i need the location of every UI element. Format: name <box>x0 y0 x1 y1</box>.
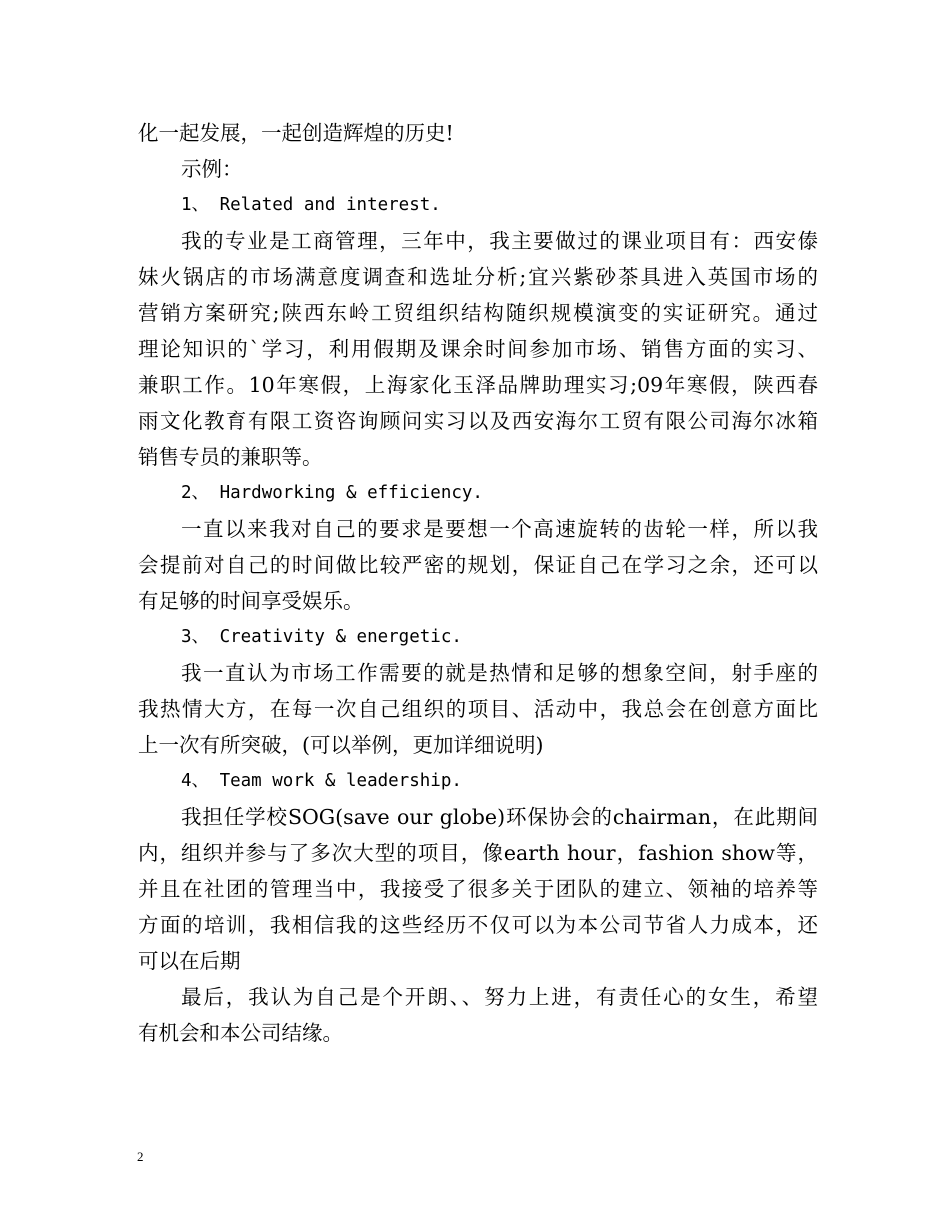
body-line: 妹火锅店的市场满意度调查和选址分析;宜兴紫砂茶具进入英国市场的 <box>138 265 818 289</box>
body-line: 我热情大方，在每一次自己组织的项目、活动中，我总会在创意方面比 <box>138 697 818 721</box>
page-number: 2 <box>137 1149 144 1164</box>
body-line: 我担任学校SOG(save our globe)环保协会的chairman，在此期间 <box>181 805 818 829</box>
body-line: 一直以来我对自己的要求是要想一个高速旋转的齿轮一样，所以我 <box>181 517 818 541</box>
body-line: 会提前对自己的时间做比较严密的规划，保证自己在学习之余，还可以 <box>138 553 818 577</box>
body-line: 最后，我认为自己是个开朗、、努力上进，有责任心的女生，希望 <box>181 985 818 1009</box>
body-line: 理论知识的`学习，利用假期及课余时间参加市场、销售方面的实习、 <box>138 337 818 361</box>
body-line: 上一次有所突破，(可以举例，更加详细说明) <box>138 733 544 757</box>
body-line: 我的专业是工商管理，三年中，我主要做过的课业项目有：西安傣 <box>181 229 818 253</box>
body-line: 方面的培训，我相信我的这些经历不仅可以为本公司节省人力成本，还 <box>138 913 818 937</box>
body-line: 有足够的时间享受娱乐。 <box>138 589 364 613</box>
body-line: 兼职工作。10年寒假，上海家化玉泽品牌助理实习;09年寒假，陕西春 <box>138 373 818 397</box>
item-heading-3: 3、 Creativity & energetic. <box>181 627 462 647</box>
body-line: 有机会和本公司结缘。 <box>138 1021 343 1045</box>
item-heading-1: 1、 Related and interest. <box>181 195 441 215</box>
body-line: 可以在后期 <box>138 949 241 973</box>
item-heading-2: 2、 Hardworking & efficiency. <box>181 483 483 503</box>
document-body <box>138 115 818 1051</box>
example-heading: 示例： <box>181 157 243 181</box>
body-line: 我一直认为市场工作需要的就是热情和足够的想象空间，射手座的 <box>181 661 818 685</box>
body-line: 内，组织并参与了多次大型的项目，像earth hour，fashion show等， <box>138 841 818 865</box>
item-heading-4: 4、 Team work & leadership. <box>181 771 462 791</box>
body-line: 化一起发展，一起创造辉煌的历史! <box>138 121 454 145</box>
body-line: 销售专员的兼职等。 <box>138 445 323 469</box>
body-line: 雨文化教育有限工资咨询顾问实习以及西安海尔工贸有限公司海尔冰箱 <box>138 409 818 433</box>
body-line: 营销方案研究;陕西东岭工贸组织结构随织规模演变的实证研究。通过 <box>138 301 818 325</box>
body-line: 并且在社团的管理当中，我接受了很多关于团队的建立、领袖的培养等 <box>138 877 818 901</box>
